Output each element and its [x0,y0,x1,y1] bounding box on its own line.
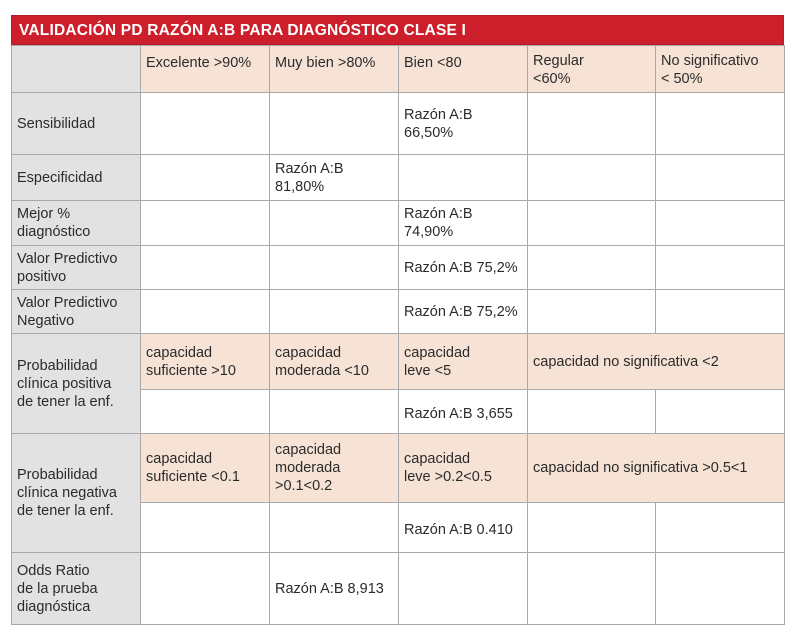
table-row-vpn [12,290,785,334]
cell-odds-ratio-muy-bien: Razón A:B 8,913 [270,553,399,625]
table-row-odds-ratio [12,553,785,625]
cell-prob-negativa-bien: capacidad leve >0.2<0.5 [399,434,528,503]
row-label-sensibilidad: Sensibilidad [12,93,141,155]
col-header-excelente: Excelente >90% [141,46,270,93]
cell-prob-positiva-excelente: capacidad suficiente >10 [141,334,270,390]
row-label-especificidad: Especificidad [12,155,141,201]
table-row-prob-positiva-capacidad [12,334,785,390]
table-row-prob-negativa-capacidad [12,434,785,503]
table-row-mejor-diagnostico [12,201,785,246]
cell-prob-positiva-muy-bien: capacidad moderada <10 [270,334,399,390]
row-label-mejor-diagnostico: Mejor % diagnóstico [12,201,141,246]
cell-prob-positiva-bien: capacidad leve <5 [399,334,528,390]
col-header-muy-bien: Muy bien >80% [270,46,399,93]
cell-prob-negativa-no-significativa: capacidad no significativa >0.5<1 [528,434,785,503]
row-label-vpp: Valor Predictivo positivo [12,246,141,290]
table-row-vpp [12,246,785,290]
table-row-sensibilidad [12,93,785,155]
table-title: VALIDACIÓN PD RAZÓN A:B PARA DIAGNÓSTICO CLASE I [11,15,784,45]
validation-table [11,45,785,625]
row-label-vpn: Valor Predictivo Negativo [12,290,141,334]
row-label-odds-ratio: Odds Ratio de la prueba diagnóstica [12,553,141,625]
cell-prob-negativa-excelente: capacidad suficiente <0.1 [141,434,270,503]
row-label-prob-positiva: Probabilidad clínica positiva de tener la enf. [12,334,141,434]
corner-cell [12,46,141,93]
row-label-prob-negativa: Probabilidad clínica negativa de tener la enf. [12,434,141,553]
col-header-regular: Regular <60% [528,46,656,93]
table-row-especificidad [12,155,785,201]
cell-mejor-diagnostico-bien: Razón A:B 74,90% [399,201,528,246]
header-row [12,46,785,93]
cell-vpp-bien: Razón A:B 75,2% [399,246,528,290]
col-header-no-significativo: No significativo < 50% [656,46,785,93]
cell-sensibilidad-bien: Razón A:B 66,50% [399,93,528,155]
cell-prob-positiva-no-significativa: capacidad no significativa <2 [528,334,785,390]
cell-prob-negativa-muy-bien: capacidad moderada >0.1<0.2 [270,434,399,503]
cell-prob-positiva-valor: Razón A:B 3,655 [399,390,528,434]
col-header-bien: Bien <80 [399,46,528,93]
cell-prob-negativa-valor: Razón A:B 0.410 [399,503,528,553]
validation-table-container [11,15,784,625]
cell-especificidad-muy-bien: Razón A:B 81,80% [270,155,399,201]
cell-vpn-bien: Razón A:B 75,2% [399,290,528,334]
